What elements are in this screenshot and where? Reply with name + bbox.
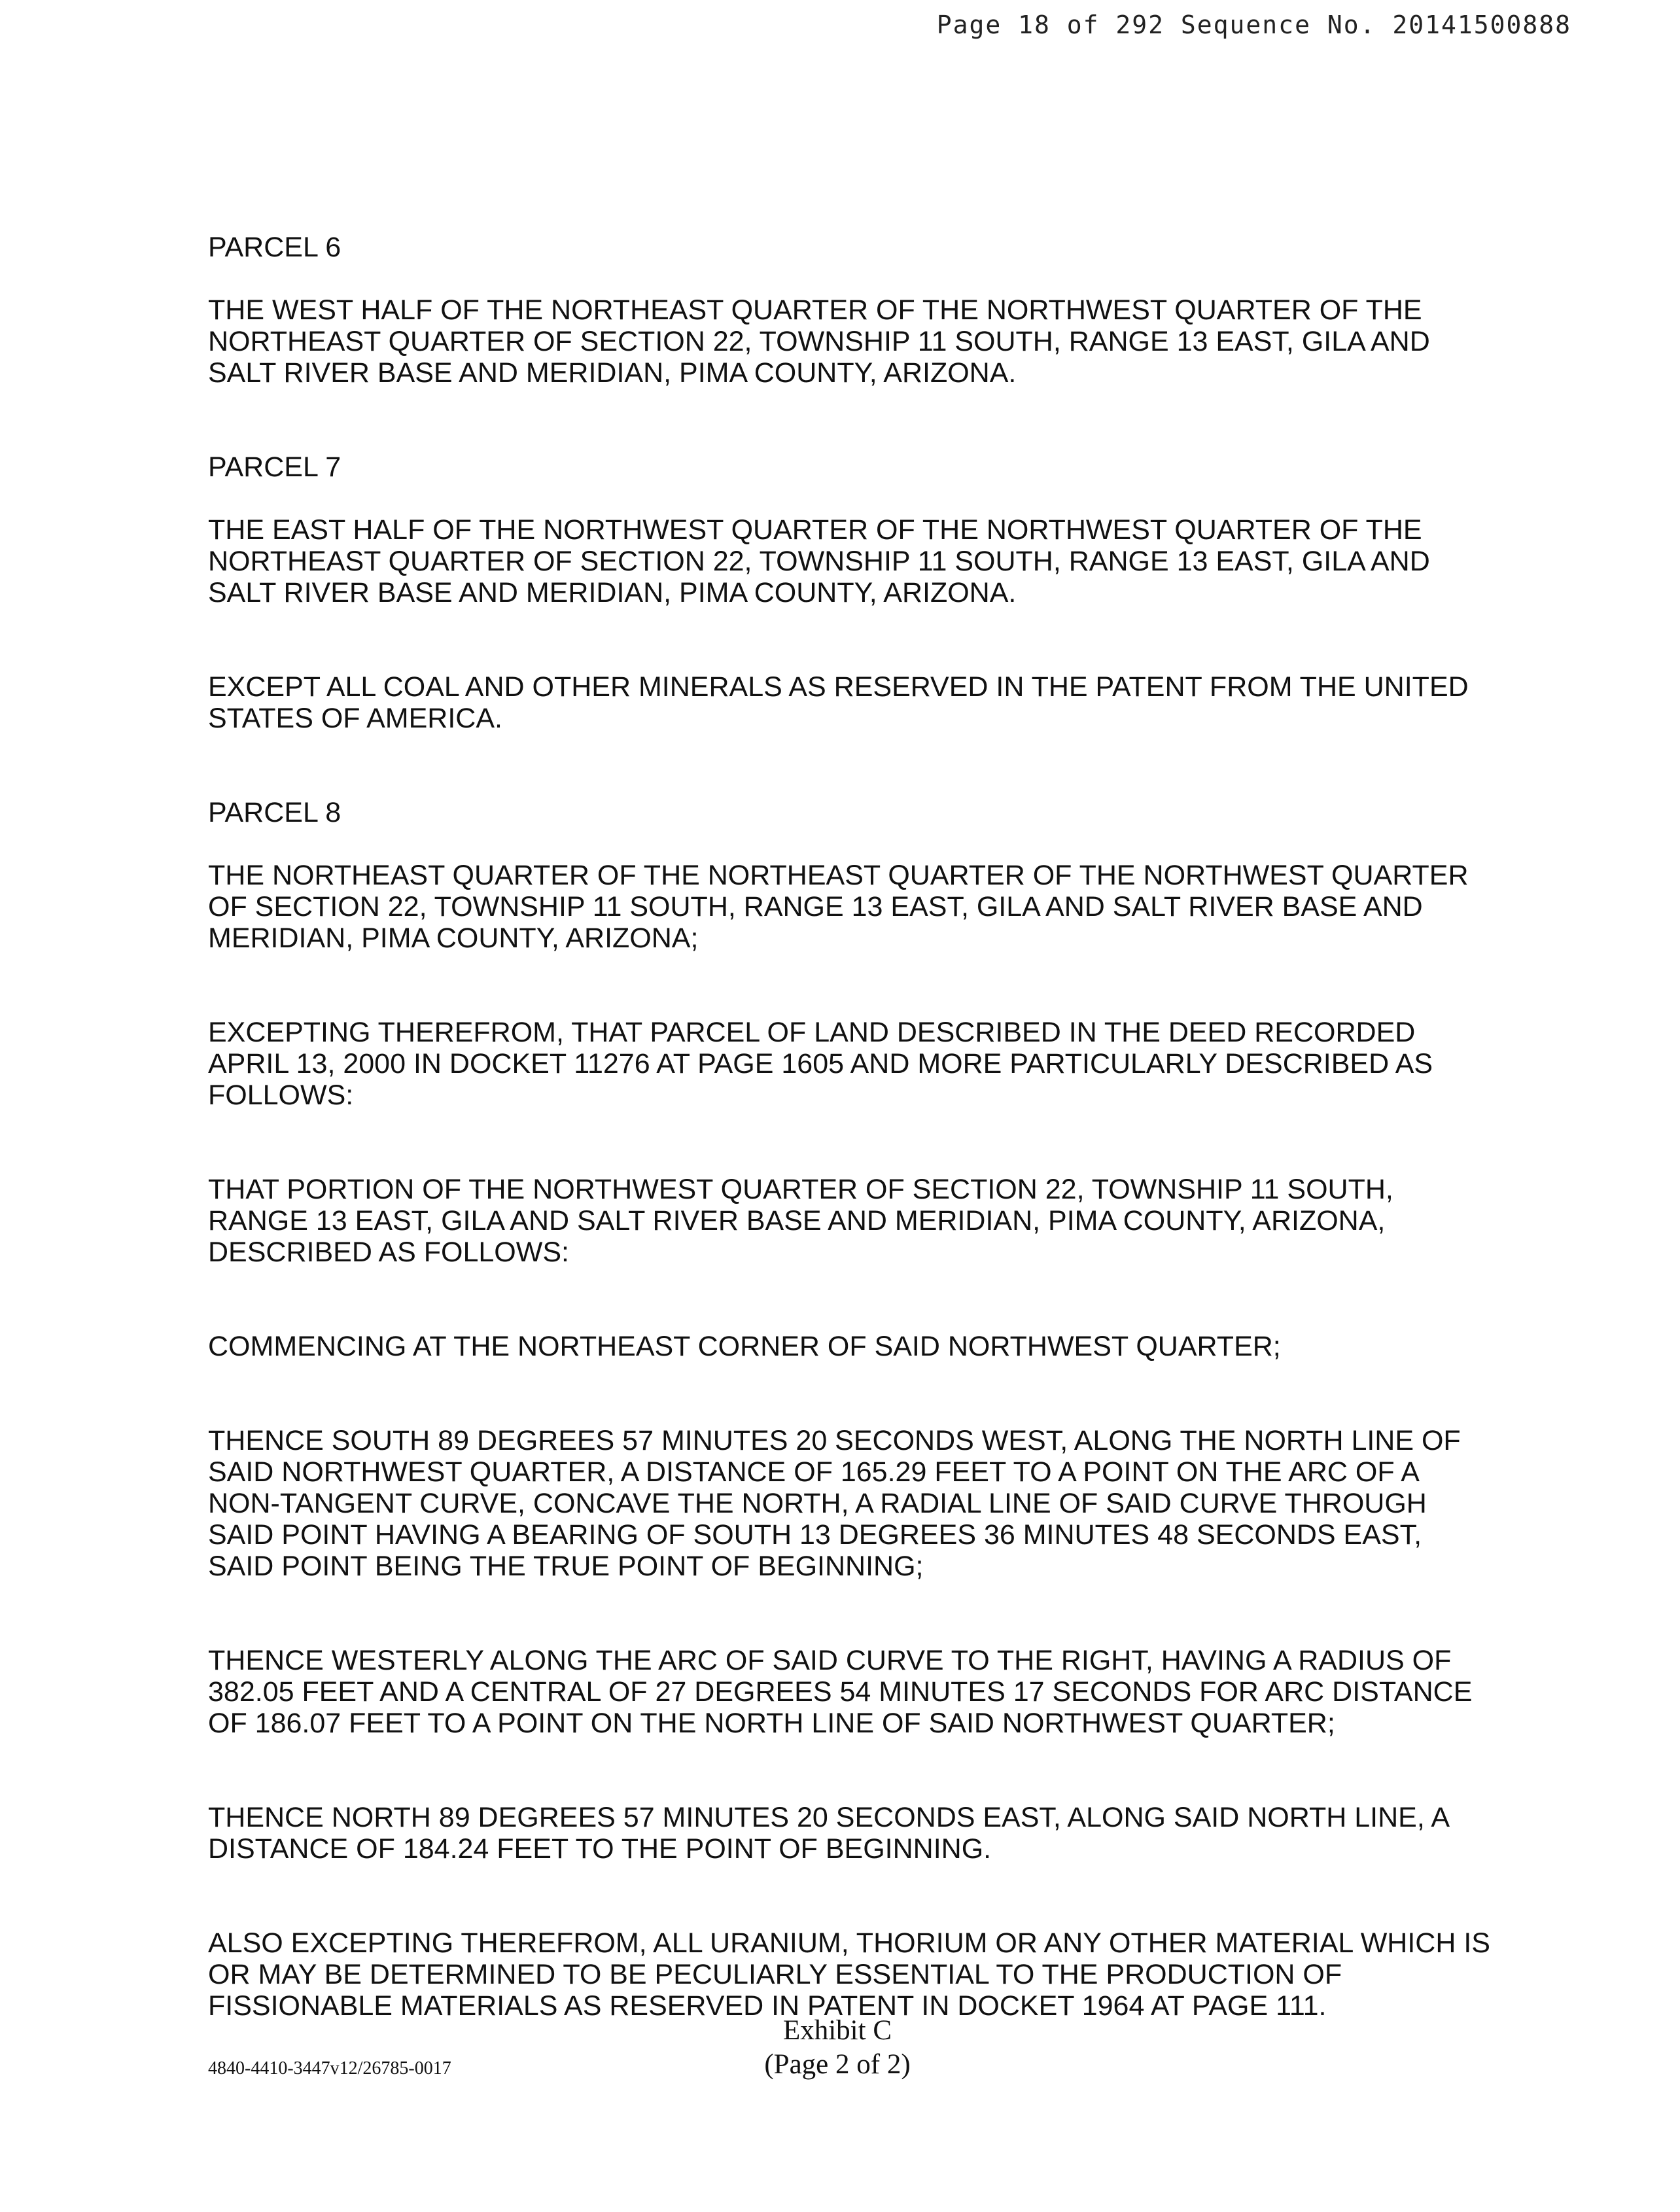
paragraph-text: THE EAST HALF OF THE NORTHWEST QUARTER OF THE NORTHWEST QUARTER OF THE NORTHEAST QUARTER OF SECTION 22, TOWNSHIP 11 SOUTH, RANGE 13 EAST, GILA AND SALT RIVER BASE AND MERIDIAN, PIMA COUNTY, ARIZONA. xyxy=(208,514,1430,608)
paragraph-parcel-8 xyxy=(208,765,1490,954)
parcel-title: PARCEL 6 xyxy=(208,232,341,263)
paragraph-text: THAT PORTION OF THE NORTHWEST QUARTER OF SECTION 22, TOWNSHIP 11 SOUTH, RANGE 13 EAST, GILA AND SALT RIVER BASE AND MERIDIAN, PIMA COUNTY, ARIZONA, DESCRIBED AS FOLLOWS: xyxy=(208,1174,1393,1268)
paragraph-parcel-6 xyxy=(208,200,1490,389)
exhibit-label: Exhibit C xyxy=(782,2015,892,2046)
paragraph-text: THENCE SOUTH 89 DEGREES 57 MINUTES 20 SECONDS WEST, ALONG THE NORTH LINE OF SAID NORTHWEST QUARTER, A DISTANCE OF 165.29 FEET TO A POINT ON THE ARC OF A NON-TANGENT CURVE, CONCAVE THE NORTH, A RADIAL LINE OF SAID CURVE THROUGH SAID POINT HAVING A BEARING OF SOUTH 13 DEGREES 36 MINUTES 48 SECONDS EAST, SAID POINT BEING THE TRUE POINT OF BEGINNING; xyxy=(208,1425,1461,1582)
paragraph-text: EXCEPTING THEREFROM, THAT PARCEL OF LAND DESCRIBED IN THE DEED RECORDED APRIL 13, 2000 IN DOCKET 11276 AT PAGE 1605 AND MORE PARTICULARLY DESCRIBED AS FOLLOWS: xyxy=(208,1017,1433,1111)
paragraph-text: THENCE WESTERLY ALONG THE ARC OF SAID CURVE TO THE RIGHT, HAVING A RADIUS OF 382.05 FEET AND A CENTRAL OF 27 DEGREES 54 MINUTES 17 SECONDS FOR ARC DISTANCE OF 186.07 FEET TO A POINT ON THE NORTH LINE OF SAID NORTHWEST QUARTER; xyxy=(208,1645,1473,1739)
paragraph-text: COMMENCING AT THE NORTHEAST CORNER OF SAID NORTHWEST QUARTER; xyxy=(208,1331,1281,1362)
page-sequence-header: Page 18 of 292 Sequence No. 20141500888 xyxy=(936,10,1571,39)
paragraph-parcel-7 xyxy=(208,420,1490,608)
paragraph-uranium-exception xyxy=(208,1896,1490,2022)
paragraph-excepting-deed xyxy=(208,985,1490,1111)
paragraph-text: THENCE NORTH 89 DEGREES 57 MINUTES 20 SECONDS EAST, ALONG SAID NORTH LINE, A DISTANCE OF 184.24 FEET TO THE POINT OF BEGINNING. xyxy=(208,1802,1448,1865)
exhibit-footer xyxy=(720,2014,955,2082)
paragraph-text: THE WEST HALF OF THE NORTHEAST QUARTER OF THE NORTHWEST QUARTER OF THE NORTHEAST QUARTER OF SECTION 22, TOWNSHIP 11 SOUTH, RANGE 13 EAST, GILA AND SALT RIVER BASE AND MERIDIAN, PIMA COUNTY, ARIZONA. xyxy=(208,294,1430,389)
paragraph-portion xyxy=(208,1142,1490,1268)
paragraph-thence-westerly xyxy=(208,1613,1490,1739)
parcel-title: PARCEL 7 xyxy=(208,451,341,483)
paragraph-text: ALSO EXCEPTING THEREFROM, ALL URANIUM, THORIUM OR ANY OTHER MATERIAL WHICH IS OR MAY BE DETERMINED TO BE PECULIARLY ESSENTIAL TO THE PRODUCTION OF FISSIONABLE MATERIALS AS RESERVED IN PATENT IN DOCKET 1964 AT PAGE 111. xyxy=(208,1927,1490,2022)
paragraph-thence-north xyxy=(208,1770,1490,1865)
paragraph-text: THE NORTHEAST QUARTER OF THE NORTHEAST QUARTER OF THE NORTHWEST QUARTER OF SECTION 22, TOWNSHIP 11 SOUTH, RANGE 13 EAST, GILA AND SALT RIVER BASE AND MERIDIAN, PIMA COUNTY, ARIZONA; xyxy=(208,860,1469,954)
document-code: 4840-4410-3447v12/26785-0017 xyxy=(208,2058,451,2079)
paragraph-coal-exception xyxy=(208,640,1490,734)
paragraph-commencing xyxy=(208,1299,1490,1362)
exhibit-page-label: (Page 2 of 2) xyxy=(764,2049,911,2080)
parcel-title: PARCEL 8 xyxy=(208,797,341,828)
legal-description xyxy=(208,200,1490,2053)
paragraph-text: EXCEPT ALL COAL AND OTHER MINERALS AS RESERVED IN THE PATENT FROM THE UNITED STATES OF AMERICA. xyxy=(208,671,1469,734)
paragraph-thence-south xyxy=(208,1394,1490,1582)
